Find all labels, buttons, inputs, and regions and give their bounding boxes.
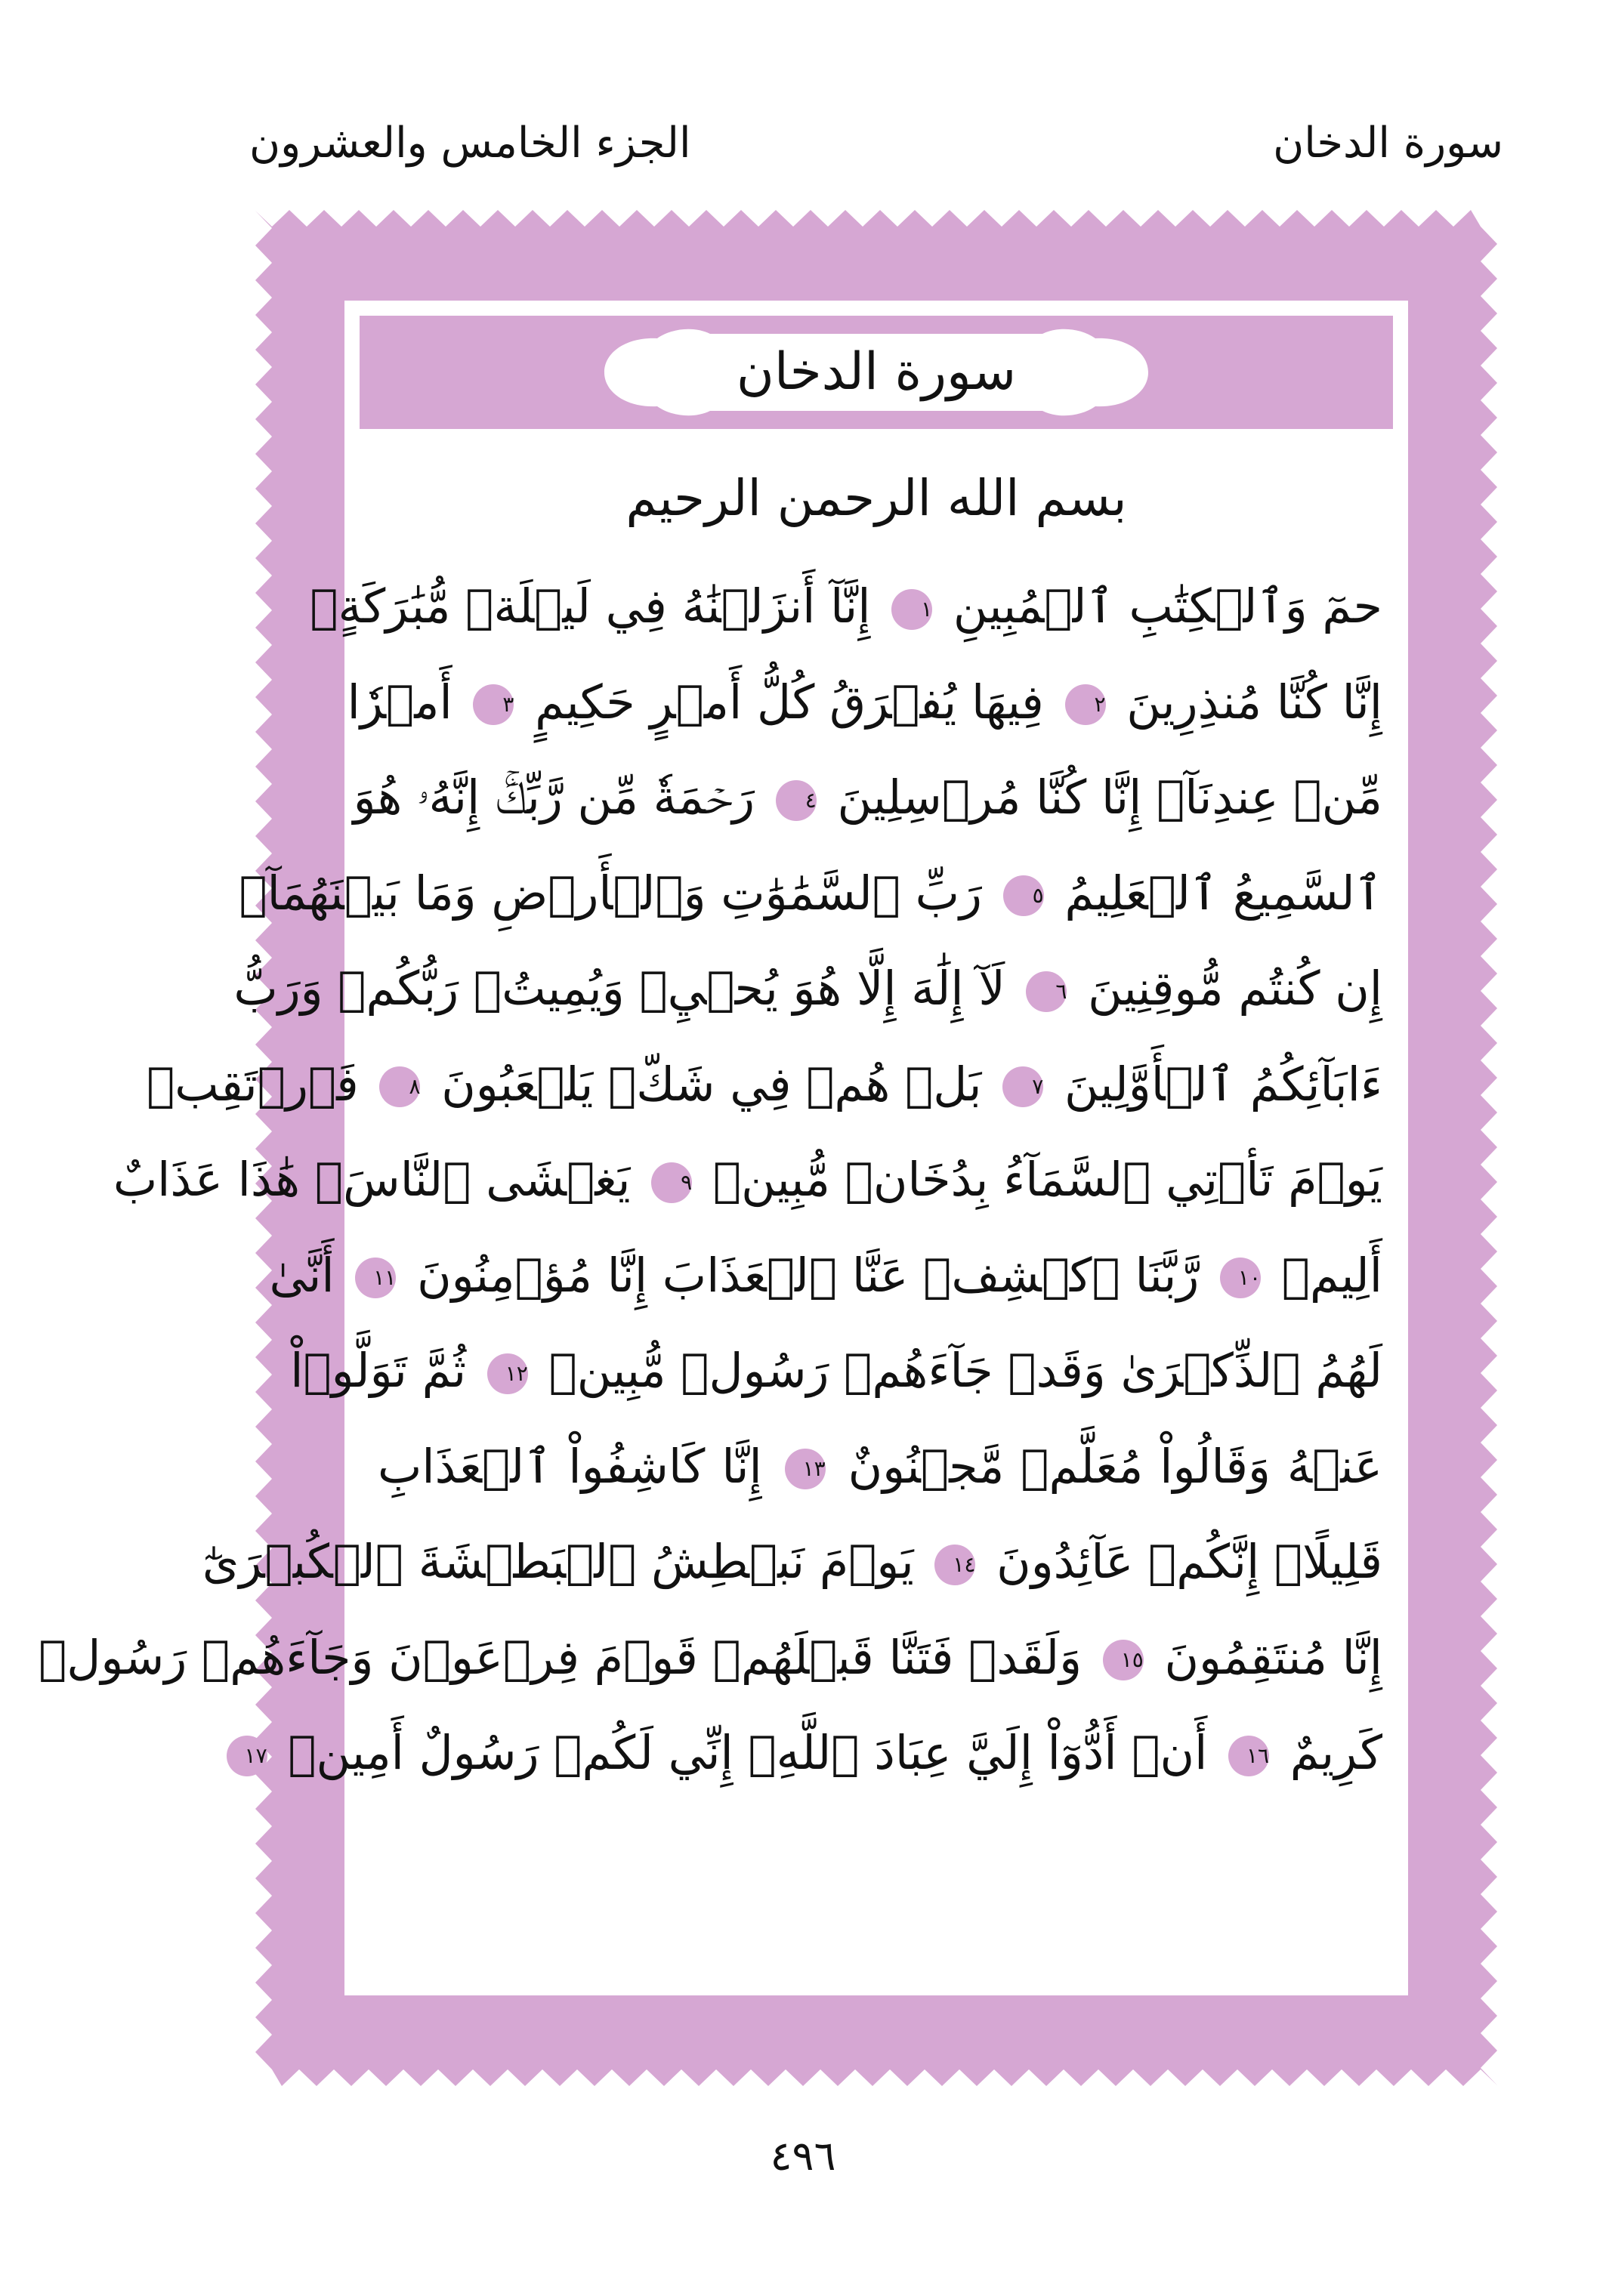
verse-lines [39, 559, 1383, 1801]
verse-text: ثُمَّ تَوَلَّوۡاْ [290, 1343, 467, 1398]
verse-text: مِّنۡ عِندِنَآۚ إِنَّا كُنَّا مُرۡسِلِينَ [837, 770, 1382, 825]
verse-text: فِيهَا يُفۡرَقُ كُلُّ أَمۡرٍ حَكِيمٍ [535, 674, 1044, 730]
verse-text: إِنَّا مُنتَقِمُونَ [1164, 1629, 1382, 1685]
verse-line [147, 1037, 1382, 1133]
ayah-number-marker: ٥ [1003, 875, 1044, 916]
verse-line [269, 1228, 1382, 1324]
verse-text: فَٱرۡتَقِبۡ [147, 1056, 359, 1112]
verse-text: لَآ إِلَٰهَ إِلَّا هُوَ يُحۡيِۦ وَيُمِيتُۖ رَبُّكُمۡ وَرَبُّ [233, 961, 1005, 1016]
verse-text: عَنۡهُ وَقَالُواْ مُعَلَّمٞ مَّجۡنُونٌ [848, 1438, 1383, 1494]
surah-title: سورة الدخان [736, 342, 1017, 402]
ayah-number-marker: ٦ [1026, 971, 1067, 1012]
page-number: ٤٩٦ [770, 2132, 836, 2180]
verse-line [233, 941, 1382, 1037]
ayah-number-marker: ١٦ [1228, 1736, 1269, 1776]
verse-line [353, 750, 1382, 846]
ayah-number-marker: ٩ [651, 1162, 692, 1203]
ayah-number-marker: ٤ [776, 780, 817, 821]
verse-text: إِنَّآ أَنزَلۡنَٰهُ فِي لَيۡلَةٖ مُّبَٰرَكَةٍۚ [310, 579, 871, 634]
ayah-number-marker: ٢ [1065, 684, 1106, 725]
basmala: بسم الله الرحمن الرحيم [625, 469, 1127, 527]
header-surah-name: سورة الدخان [1273, 119, 1503, 168]
verse-text: رَحۡمَةٗ مِّن رَّبِّكَۚ إِنَّهُۥ هُوَ [353, 770, 755, 825]
verse-line [202, 1514, 1382, 1610]
ayah-number-marker: ١ [891, 589, 932, 630]
verse-line [347, 655, 1382, 751]
ayah-number-marker: ١١ [355, 1258, 396, 1298]
verse-line [378, 1419, 1382, 1515]
verse-text: إِنَّا كُنَّا مُنذِرِينَ [1126, 674, 1382, 730]
verse-text: يَوۡمَ تَأۡتِي ٱلسَّمَآءُ بِدُخَانٖ مُّبِينٖ [712, 1152, 1382, 1207]
ayah-number-marker: ٧ [1002, 1066, 1043, 1107]
ayah-number-marker: ١٥ [1103, 1640, 1144, 1680]
verse-text: ءَابَآئِكُمُ ٱلۡأَوَّلِينَ [1064, 1056, 1382, 1112]
ayah-number-marker: ١٧ [227, 1736, 267, 1776]
verse-text: رَّبَّنَا ٱكۡشِفۡ عَنَّا ٱلۡعَذَابَ إِنَّا مُؤۡمِنُونَ [417, 1247, 1200, 1303]
verse-text: قَلِيلًاۚ إِنَّكُمۡ عَآئِدُونَ [996, 1534, 1382, 1589]
verse-text: حمٓ وَٱلۡكِتَٰبِ ٱلۡمُبِينِ [953, 579, 1382, 634]
header-juz-name: الجزء الخامس والعشرون [249, 119, 691, 168]
verse-text: أَنَّىٰ [269, 1247, 335, 1303]
verse-text: وَلَقَدۡ فَتَنَّا قَبۡلَهُمۡ قَوۡمَ فِرۡعَوۡنَ وَجَآءَهُمۡ رَسُولٞ [39, 1629, 1083, 1685]
verse-text: يَغۡشَى ٱلنَّاسَۖ هَٰذَا عَذَابٌ [113, 1152, 631, 1207]
verse-text: إِن كُنتُم مُّوقِنِينَ [1088, 961, 1382, 1016]
ayah-number-marker: ١٤ [934, 1545, 975, 1585]
verse-line [239, 846, 1382, 942]
verse-text: أَمۡرٗا [347, 674, 452, 730]
ayah-number-marker: ٣ [473, 684, 514, 725]
verse-text: أَلِيمٞ [1281, 1247, 1382, 1303]
verse-text: رَبِّ ٱلسَّمَٰوَٰتِ وَٱلۡأَرۡضِ وَمَا بَيۡنَهُمَآۖ [239, 865, 982, 921]
page-header [249, 110, 1503, 177]
verse-text: لَهُمُ ٱلذِّكۡرَىٰ وَقَدۡ جَآءَهُمۡ رَسُولٞ مُّبِينٞ [548, 1343, 1382, 1398]
verse-text: إِنَّا كَاشِفُواْ ٱلۡعَذَابِ [378, 1438, 762, 1494]
ayah-number-marker: ١٠ [1220, 1258, 1261, 1298]
verse-text: ٱلسَّمِيعُ ٱلۡعَلِيمُ [1064, 865, 1382, 921]
verse-line [310, 559, 1382, 655]
ayah-number-marker: ٨ [379, 1066, 420, 1107]
verse-line [244, 1705, 1382, 1801]
ayah-number-marker: ١٢ [487, 1353, 528, 1394]
ayah-number-marker: ١٣ [785, 1449, 826, 1489]
verse-text: بَلۡ هُمۡ فِي شَكّٖ يَلۡعَبُونَ [441, 1056, 982, 1112]
verse-line [39, 1610, 1382, 1706]
verse-line [290, 1323, 1382, 1419]
verse-text: أَنۡ أَدُّوٓاْ إِلَيَّ عِبَادَ ٱللَّهِۖ إِنِّي لَكُمۡ رَسُولٌ أَمِينٞ [288, 1725, 1208, 1780]
verse-line [113, 1132, 1382, 1228]
verse-text: يَوۡمَ نَبۡطِشُ ٱلۡبَطۡشَةَ ٱلۡكُبۡرَىٰٓ [202, 1534, 914, 1589]
verse-text: كَرِيمٌ [1289, 1725, 1382, 1780]
